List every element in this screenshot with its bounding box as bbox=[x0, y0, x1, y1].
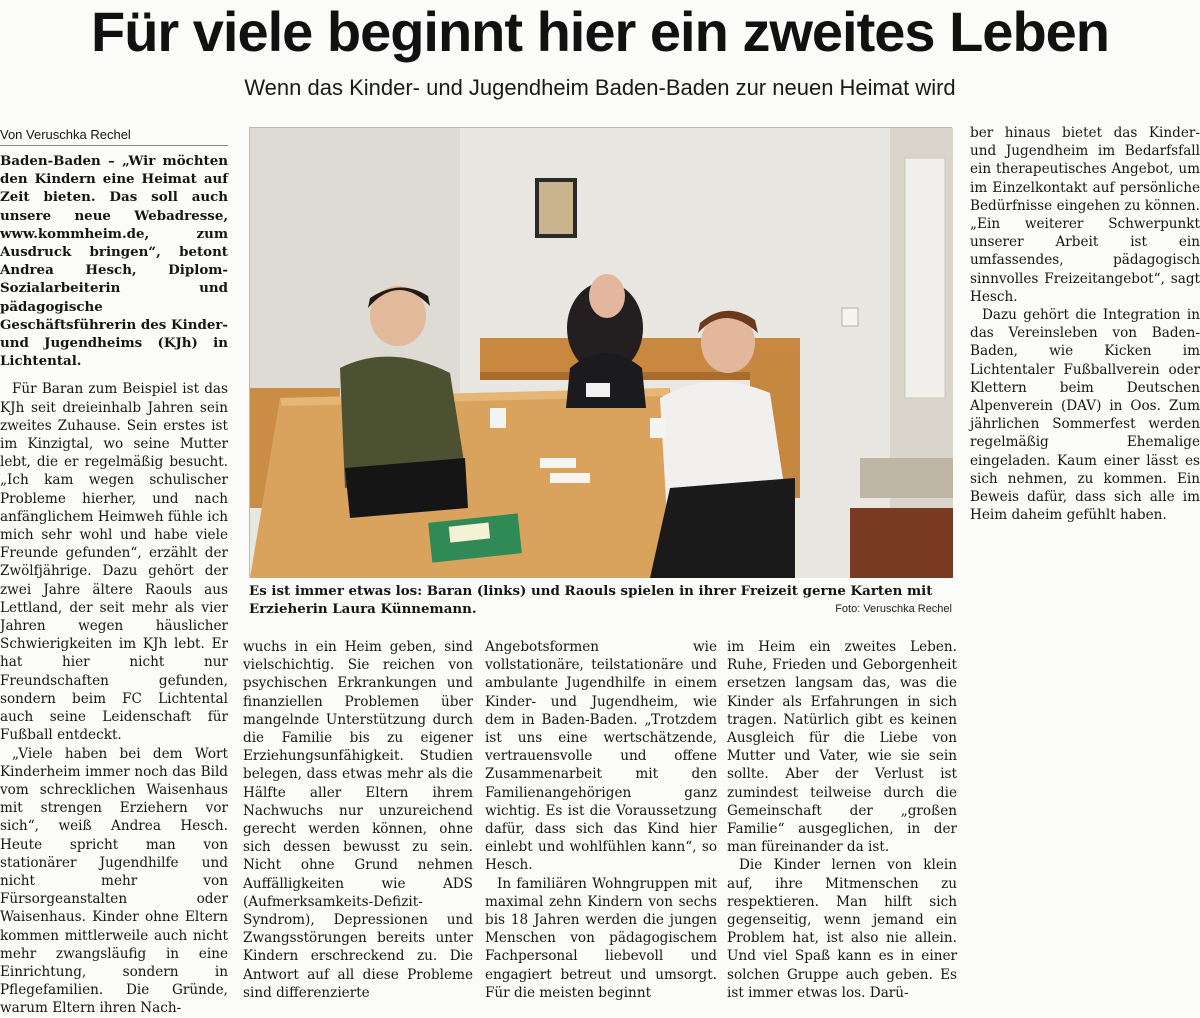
photo-card-game-scene bbox=[250, 128, 953, 578]
headline: Für viele beginnt hier ein zweites Leben bbox=[90, 0, 1109, 63]
article-photo bbox=[249, 127, 952, 577]
paragraph: Dazu gehört die Integration in das Vereinsleben von Baden-Baden, wie Kicken im Lichtentaler Fußballverein oder Klettern beim Deutschen Alpenverein (DAV) in Oos. Zum jährlichen Sommerfest werden regelmäßig Ehemalige eingeladen. Kaum einer lässt es sich nehmen, zu kommen. Ein Beweis dafür, dass sich alle im Heim daheim gefühlt haben. bbox=[970, 307, 1200, 524]
article-lead: Baden-Baden – „Wir möchten den Kindern eine Heimat auf Zeit bieten. Das soll auch unsere neue Webadresse, www.kommheim.de, zum Ausdruck bringen“, betont Andrea Hesch, Diplom-Sozialarbeiterin und pädagogische Geschäftsführerin des Kinder- und Jugendheims (KJh) in Lichtental. bbox=[0, 153, 228, 370]
article-column-4 bbox=[727, 638, 957, 1000]
article-column-3 bbox=[485, 638, 717, 1000]
paragraph: „Viele haben bei dem Wort Kinderheim immer noch das Bild vom schrecklichen Waisenhaus mit strengen Erziehern vor sich“, weiß Andrea Hesch. Heute spricht man von stationärer Jugendhilfe und nicht mehr von Fürsorgeanstalten oder Waisenhaus. Kinder ohne Eltern kommen mittlerweile auch nicht mehr zwangsläufig in eine Einrichtung, sondern in Pflegefamilien. Die Gründe, warum Eltern ihren Nach- bbox=[0, 745, 228, 1017]
subheadline: Wenn das Kinder- und Jugendheim Baden-Baden zur neuen Heimat wird bbox=[244, 75, 956, 100]
article-column-5 bbox=[970, 124, 1200, 544]
byline: Von Veruschka Rechel bbox=[0, 126, 228, 146]
paragraph: In familiären Wohngruppen mit maximal zehn Kindern von sechs bis 18 Jahren werden die jungen Menschen von pädagogischem Fachpersonal liebevoll und engagiert betreut und umsorgt. Für die meisten beginnt bbox=[485, 875, 717, 1001]
paragraph: im Heim ein zweites Leben. Ruhe, Frieden und Geborgenheit ersetzen langsam das, was die Kinder als Erfahrungen in sich tragen. Natürlich gibt es keinen Ausgleich für die Liebe von Mutter und Vater, wie sie sein sollte. Aber der Verlust ist zumindest teilweise durch die Gemeinschaft der „großen Familie“ ausgeglichen, in der man füreinander da ist. bbox=[727, 639, 957, 856]
paragraph: ber hinaus bietet das Kinder- und Jugendheim im Bedarfsfall ein therapeutisches Angebot, um im Einzelkontakt auf persönliche Bedürfnisse eingehen zu können. „Ein weiterer Schwerpunkt unserer Arbeit ist ein umfassendes, pädagogisch sinnvolles Freizeitangebot“, sagt Hesch. bbox=[970, 125, 1200, 305]
paragraph: Die Kinder lernen von klein auf, ihre Mitmenschen zu respektieren. Man hilft sich gegenseitig, wenn jemand ein Problem hat, ist also nie allein. Und viel Spaß kann es in einer solchen Gruppe auch geben. Es ist immer etwas los. Darü- bbox=[727, 857, 957, 1001]
paragraph: wuchs in ein Heim geben, sind vielschichtig. Sie reichen von psychischen Erkrankungen und finanziellen Problemen über mangelnde Unterstützung durch die Familie bis zu eigener Erziehungsunfähigkeit. Studien belegen, dass etwas mehr als die Hälfte aller Eltern ihrem Nachwuchs nur unzureichend gerecht werden können, ohne sich dessen bewusst zu sein. Nicht ohne Grund nehmen Auffälligkeiten wie ADS (Aufmerksamkeits-Defizit-Syndrom), Depressionen und Zwangsstörungen bereits unter Kindern erschreckend zu. Die Antwort auf all diese Probleme sind differenzierte bbox=[243, 639, 473, 1001]
photo-caption: Es ist immer etwas los: Baran (links) und Raouls spielen in ihrer Freizeit gerne Karten mit Erzieherin Laura Künnemann. bbox=[249, 583, 933, 617]
photo-credit: Foto: Veruschka Rechel bbox=[835, 603, 952, 615]
paragraph: Für Baran zum Beispiel ist das KJh seit dreieinhalb Jahren sein zweites Zuhause. Sein erstes ist im Kinzigtal, wo seine Mutter lebt, die er regelmäßig besucht. „Ich kam wegen schulischer Probleme hierher, und nach anfänglichem Heimweh fühle ich mich sehr wohl und habe viele Freunde gefunden“, erzählt der Zwölfjährige. Dazu gehört der zwei Jahre ältere Raouls aus Lettland, der seit mehr als vier Jahren wegen häuslicher Schwierigkeiten im KJh lebt. Er hat hier nicht nur Freundschaften gefunden, sondern beim FC Lichtental auch seine Leidenschaft für Fußball entdeckt. bbox=[0, 381, 228, 744]
article-column-2 bbox=[243, 638, 473, 1000]
paragraph: Angebotsformen wie vollstationäre, teilstationäre und ambulante Jugendhilfe in einem Kinder- und Jugendheim, wie dem in Baden-Baden. „Trotzdem ist uns eine wertschätzende, vertrauensvolle und offene Zusammenarbeit mit den Familienangehörigen ganz wichtig. Es ist die Voraussetzung dafür, dass sich das Kind hier einlebt und wohlfühlen kann“, so Hesch. bbox=[485, 639, 717, 874]
article-column-1 bbox=[0, 152, 228, 1017]
